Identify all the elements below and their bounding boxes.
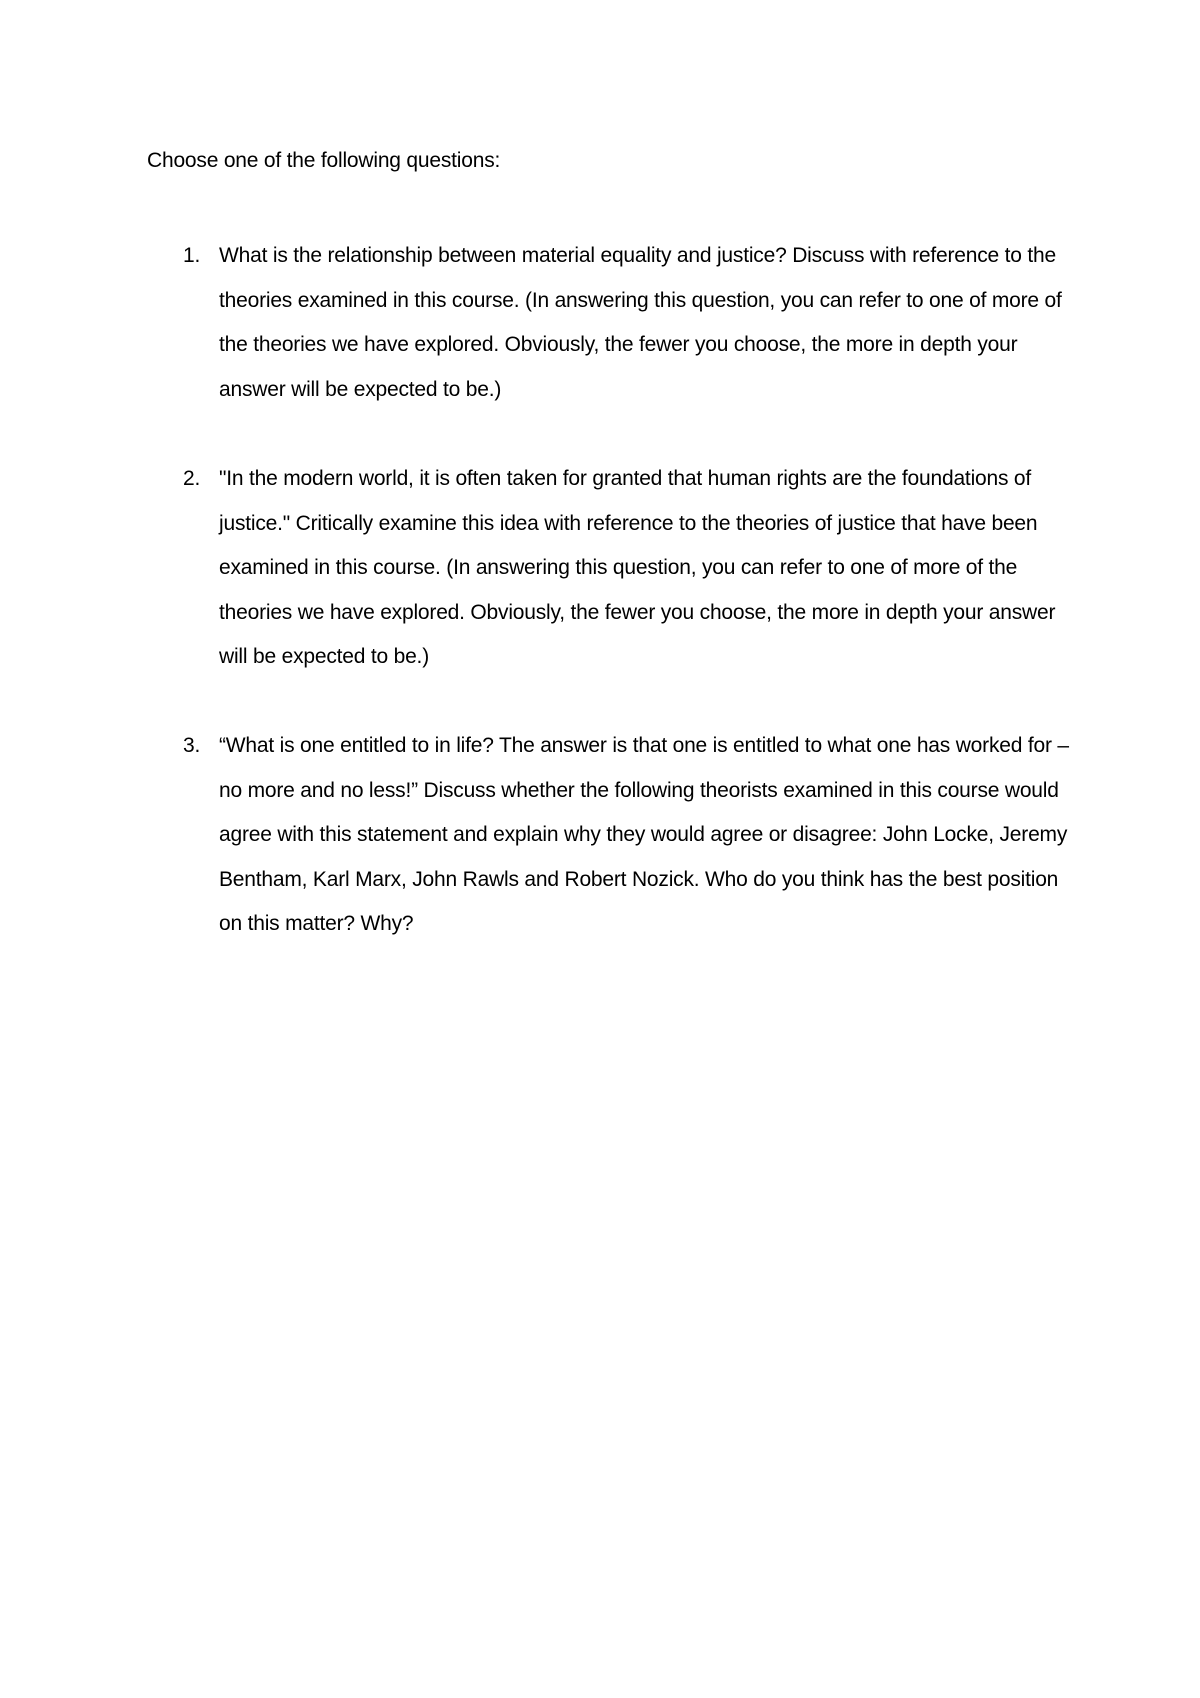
intro-text: Choose one of the following questions: [147,149,501,172]
question-text: What is the relationship between material equality and justice? Discuss with reference to the theories examined in this course. (In answering this question, you can refer to one of more of the theories we have explored. Obviously, the fewer you choose, the more in depth your answer will be expected to be.) [219,244,1062,401]
question-number: 3. [183,734,201,757]
question-number: 1. [183,244,201,267]
question-number: 2. [183,467,201,490]
question-text: "In the modern world, it is often taken for granted that human rights are the foundations of justice." Critically examine this idea with reference to the theories of justice that have been examined in this course. (In answering this question, you can refer to one of more of the theories we have explored. Obviously, the fewer you choose, the more in depth your answer will be expected to be.) [219,467,1056,668]
question-text: “What is one entitled to in life? The answer is that one is entitled to what one has worked for – no more and no less!” Discuss whether the following theorists examined in this course would agree with this statement and explain why they would agree or disagree: John Locke, Jeremy Bentham, Karl Marx, John Rawls and Robert Nozick. Who do you think has the best position on this matter? Why? [219,734,1069,935]
